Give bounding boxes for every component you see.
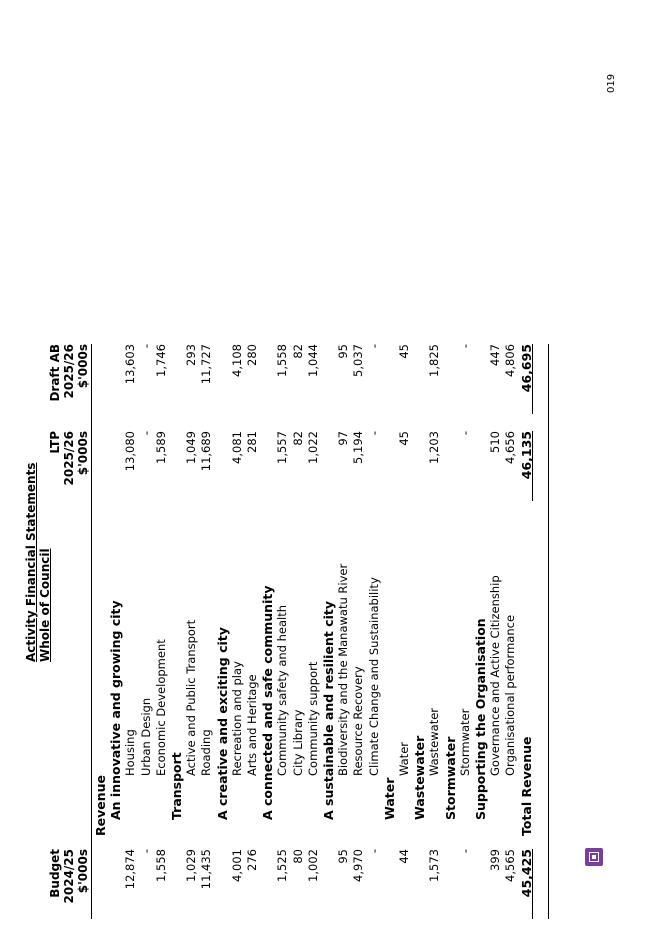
column-header-line: $'000s <box>76 344 90 389</box>
row-label: Wastewater <box>427 707 442 776</box>
row-label: A connected and safe community <box>260 585 276 820</box>
row-label: Water <box>381 777 397 820</box>
row-label: Water <box>397 742 411 776</box>
row-label: Housing <box>123 729 138 776</box>
column-header-line: Budget <box>48 849 62 898</box>
value-ltp: 46,135 <box>518 431 534 480</box>
section-row <box>443 0 458 926</box>
value-budget: 95 <box>336 849 351 864</box>
row-label: Resource Recovery <box>351 666 366 776</box>
column-header-budget <box>48 849 90 919</box>
value-budget: - <box>366 849 381 854</box>
logo-dot <box>592 855 596 859</box>
column-header-line: Draft AB <box>48 344 62 402</box>
table-row <box>351 0 366 926</box>
section-row <box>215 0 230 926</box>
value-budget: 1,558 <box>153 849 168 882</box>
total-rule-ltp <box>532 431 533 501</box>
table-row <box>184 0 199 926</box>
section-row <box>382 0 397 926</box>
value-draft: - <box>366 344 381 349</box>
value-ltp: 13,080 <box>123 431 138 472</box>
page-number: 019 <box>606 73 617 93</box>
value-draft: 4,108 <box>229 344 244 377</box>
header-rule <box>91 344 92 919</box>
value-budget: - <box>138 849 153 854</box>
value-budget: 1,573 <box>427 849 442 882</box>
value-draft: 11,727 <box>199 344 214 385</box>
value-ltp: - <box>366 431 381 436</box>
row-label: Organisational performance <box>503 614 518 776</box>
section-row <box>169 0 184 926</box>
value-ltp: 510 <box>488 431 503 453</box>
row-label: Arts and Heritage <box>245 674 259 776</box>
section-row <box>412 0 427 926</box>
value-budget: 12,874 <box>123 849 138 890</box>
value-ltp: 1,049 <box>184 431 199 464</box>
footer-rule <box>548 344 549 919</box>
value-budget: 1,029 <box>184 849 199 882</box>
value-ltp: - <box>457 431 472 436</box>
table-row <box>336 0 351 926</box>
table-row <box>488 0 503 926</box>
row-label: Stormwater <box>457 708 472 776</box>
row-label: Supporting the Organisation <box>473 618 488 820</box>
column-header-line: $'000s <box>76 849 90 894</box>
value-draft: 95 <box>336 344 351 359</box>
value-ltp: 45 <box>397 431 411 446</box>
table-row <box>245 0 260 926</box>
table-row <box>123 0 138 926</box>
table-row <box>154 0 169 926</box>
value-ltp: 4,081 <box>229 431 244 464</box>
total-rule-budget <box>532 849 533 919</box>
value-budget: 1,002 <box>305 849 320 882</box>
row-label: Stormwater <box>442 736 458 820</box>
value-ltp: 1,022 <box>305 431 320 464</box>
column-header-ltp <box>48 431 90 501</box>
value-ltp: 4,656 <box>503 431 518 464</box>
value-draft: - <box>457 344 472 349</box>
table-row <box>291 0 306 926</box>
row-label: Wastewater <box>412 735 428 820</box>
table-row <box>306 0 321 926</box>
value-draft: 45 <box>397 344 411 359</box>
value-draft: 1,558 <box>275 344 290 377</box>
value-draft: 5,037 <box>351 344 366 377</box>
section-row <box>108 0 123 926</box>
value-budget: 4,970 <box>351 849 366 882</box>
row-label: Transport <box>169 752 184 820</box>
row-label: Roading <box>199 729 214 776</box>
section-row <box>260 0 275 926</box>
value-draft: 293 <box>184 344 199 366</box>
value-draft: 82 <box>290 344 305 359</box>
value-draft: 1,044 <box>305 344 320 377</box>
section-row <box>321 0 336 926</box>
value-budget: 80 <box>290 849 305 864</box>
table-row <box>503 0 518 926</box>
value-draft: 1,825 <box>427 344 442 377</box>
value-draft: 46,695 <box>518 344 534 393</box>
value-ltp: 1,557 <box>275 431 290 464</box>
row-label: A creative and exciting city <box>214 627 230 820</box>
row-label: Economic Development <box>153 639 168 776</box>
row-label: Climate Change and Sustainability <box>366 577 381 776</box>
statement-subtitle: Whole of Council <box>38 548 52 662</box>
row-label: Revenue <box>93 774 108 836</box>
row-label: Active and Public Transport <box>184 619 199 776</box>
value-budget: 1,525 <box>275 849 290 882</box>
section-row <box>93 0 108 926</box>
value-draft: 447 <box>488 344 503 366</box>
table-row <box>199 0 214 926</box>
row-label: Governance and Active Citizenship <box>488 575 503 776</box>
value-budget: - <box>457 849 472 854</box>
column-header-line: 2024/25 <box>62 849 76 904</box>
table-row <box>275 0 290 926</box>
value-budget: 4,565 <box>503 849 518 882</box>
value-budget: 44 <box>397 849 411 864</box>
value-budget: 4,001 <box>229 849 244 882</box>
row-label: An innovative and growing city <box>108 600 124 820</box>
value-draft: 4,806 <box>503 344 518 377</box>
table-row <box>230 0 245 926</box>
value-budget: 45,425 <box>518 849 534 898</box>
value-draft: 13,603 <box>123 344 138 385</box>
value-draft: 1,746 <box>153 344 168 377</box>
total-rule-draft <box>532 344 533 414</box>
column-header-line: 2025/26 <box>62 431 76 486</box>
value-ltp: 1,203 <box>427 431 442 464</box>
value-budget: 11,435 <box>199 849 214 890</box>
column-header-line: $'000s <box>76 431 90 476</box>
column-header-line: 2025/26 <box>62 344 76 399</box>
value-ltp: 82 <box>290 431 305 446</box>
row-label: A sustainable and resilient city <box>321 601 336 820</box>
value-ltp: 281 <box>245 431 259 453</box>
value-ltp: - <box>138 431 153 436</box>
section-row <box>473 0 488 926</box>
row-label: City Library <box>290 709 305 776</box>
table-row <box>367 0 382 926</box>
value-ltp: 97 <box>336 431 351 446</box>
row-label: Biodiversity and the Manawatu River <box>336 563 351 776</box>
row-label: Recreation and play <box>229 661 244 776</box>
statement-title: Activity Financial Statements <box>24 462 38 662</box>
row-label: Total Revenue <box>518 736 534 836</box>
council-logo-icon <box>585 848 603 866</box>
row-label: Urban Design <box>138 697 153 776</box>
value-ltp: 5,194 <box>351 431 366 464</box>
column-header-line: LTP <box>48 431 62 454</box>
value-budget: 276 <box>245 849 259 871</box>
table-row <box>458 0 473 926</box>
value-ltp: 1,589 <box>153 431 168 464</box>
table-row <box>139 0 154 926</box>
row-label: Community safety and health <box>275 604 290 776</box>
value-ltp: 11,689 <box>199 431 214 472</box>
value-budget: 399 <box>488 849 503 871</box>
value-draft: - <box>138 344 153 349</box>
row-label: Community support <box>305 661 320 776</box>
column-header-draft <box>48 344 90 414</box>
table-row <box>397 0 412 926</box>
table-row <box>427 0 442 926</box>
value-draft: 280 <box>245 344 259 366</box>
